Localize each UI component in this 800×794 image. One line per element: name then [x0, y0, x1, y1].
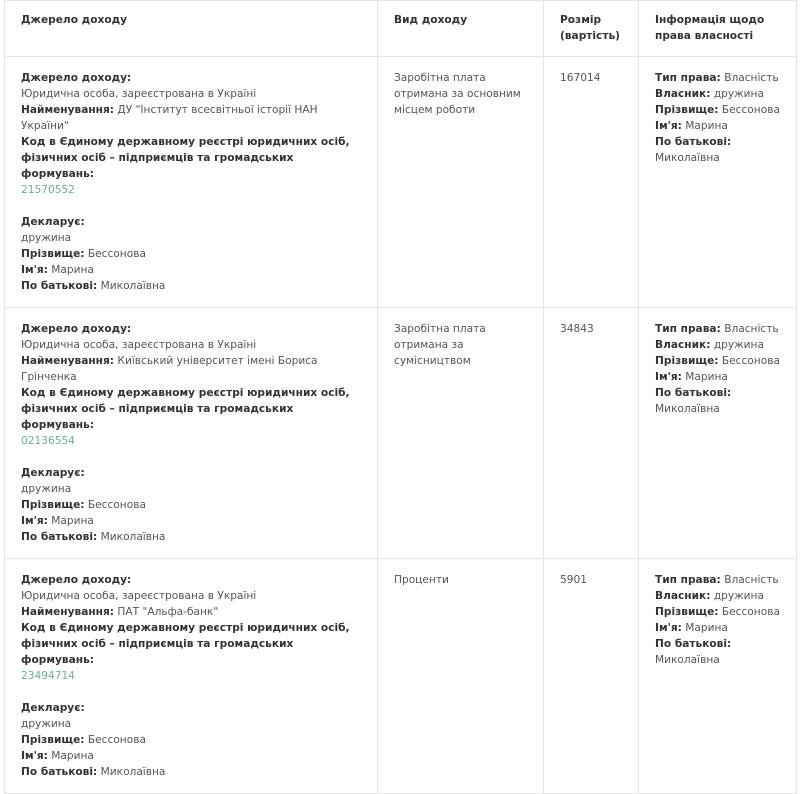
right-type-value: Власність: [724, 323, 779, 335]
source-type: Юридична особа, зареєстрована в Україні: [21, 339, 257, 351]
amount-cell: 5901: [544, 559, 639, 794]
income-table: [4, 0, 797, 794]
surname-value: Бессонова: [87, 499, 146, 511]
owner-first-name-value: Марина: [685, 120, 728, 132]
owner-patronymic-value: Миколаївна: [655, 403, 720, 415]
patronymic-value: Миколаївна: [100, 766, 166, 778]
patronymic-value: Миколаївна: [100, 531, 166, 543]
declarant-value: дружина: [21, 483, 72, 495]
owner-first-name-label: Ім'я:: [655, 120, 682, 132]
owner-first-name-label: Ім'я:: [655, 622, 682, 634]
table-row: [5, 308, 797, 559]
surname-value: Бессонова: [87, 248, 146, 260]
source-label: Джерело доходу:: [21, 72, 132, 84]
income-type-cell: Заробітна плата отримана за сумісництвом: [378, 308, 544, 559]
header-income-type: Вид доходу: [378, 1, 544, 57]
ownership-cell: [639, 57, 797, 308]
organization-name: ПАТ "Альфа-банк": [117, 606, 219, 618]
first-name-value: Марина: [51, 264, 94, 276]
income-type-cell: Проценти: [378, 559, 544, 794]
organization-name: Київський університет імені Бориса Грінченка: [21, 355, 318, 383]
first-name-label: Ім'я:: [21, 750, 48, 762]
header-ownership: Інформація щодо права власності: [639, 1, 797, 57]
owner-first-name-value: Марина: [685, 371, 728, 383]
owner-surname-label: Прізвище:: [655, 355, 719, 367]
owner-surname-value: Бессонова: [721, 355, 780, 367]
declarant-label: Декларує:: [21, 216, 85, 228]
header-amount: Розмір (вартість): [544, 1, 639, 57]
owner-surname-label: Прізвище:: [655, 104, 719, 116]
declarant-value: дружина: [21, 718, 72, 730]
table-header-row: [5, 1, 797, 57]
right-type-label: Тип права:: [655, 72, 721, 84]
code-label: Код в Єдиному державному реєстрі юридичних осіб, фізичних осіб – підприємців та громадських формувань:: [21, 622, 350, 666]
table-row: [5, 57, 797, 308]
owner-patronymic-label: По батькові:: [655, 136, 732, 148]
code-label: Код в Єдиному державному реєстрі юридичних осіб, фізичних осіб – підприємців та громадських формувань:: [21, 136, 350, 180]
owner-label: Власник:: [655, 339, 711, 351]
income-type-cell: Заробітна плата отримана за основним місцем роботи: [378, 57, 544, 308]
name-label: Найменування:: [21, 606, 115, 618]
patronymic-label: По батькові:: [21, 280, 98, 292]
owner-patronymic-label: По батькові:: [655, 387, 732, 399]
owner-patronymic-value: Миколаївна: [655, 152, 720, 164]
owner-value: дружина: [713, 590, 764, 602]
owner-label: Власник:: [655, 88, 711, 100]
source-cell: [5, 308, 378, 559]
amount-cell: 34843: [544, 308, 639, 559]
registry-code-link[interactable]: 02136554: [21, 435, 75, 447]
surname-label: Прізвище:: [21, 248, 85, 260]
patronymic-value: Миколаївна: [100, 280, 166, 292]
header-source: Джерело доходу: [5, 1, 378, 57]
right-type-value: Власність: [724, 72, 779, 84]
owner-surname-label: Прізвище:: [655, 606, 719, 618]
owner-patronymic-label: По батькові:: [655, 638, 732, 650]
owner-label: Власник:: [655, 590, 711, 602]
ownership-cell: [639, 559, 797, 794]
owner-value: дружина: [713, 88, 764, 100]
amount-cell: 167014: [544, 57, 639, 308]
owner-value: дружина: [713, 339, 764, 351]
registry-code-link[interactable]: 21570552: [21, 184, 75, 196]
first-name-value: Марина: [51, 515, 94, 527]
ownership-cell: [639, 308, 797, 559]
first-name-value: Марина: [51, 750, 94, 762]
source-label: Джерело доходу:: [21, 323, 132, 335]
owner-surname-value: Бессонова: [721, 606, 780, 618]
right-type-label: Тип права:: [655, 323, 721, 335]
organization-name: ДУ "Інститут всесвітньої історії НАН України": [21, 104, 318, 132]
patronymic-label: По батькові:: [21, 766, 98, 778]
declarant-label: Декларує:: [21, 467, 85, 479]
owner-patronymic-value: Миколаївна: [655, 654, 720, 666]
first-name-label: Ім'я:: [21, 515, 48, 527]
source-type: Юридична особа, зареєстрована в Україні: [21, 88, 257, 100]
right-type-value: Власність: [724, 574, 779, 586]
owner-first-name-label: Ім'я:: [655, 371, 682, 383]
surname-label: Прізвище:: [21, 499, 85, 511]
registry-code-link[interactable]: 23494714: [21, 670, 75, 682]
declarant-value: дружина: [21, 232, 72, 244]
table-row: [5, 559, 797, 794]
code-label: Код в Єдиному державному реєстрі юридичних осіб, фізичних осіб – підприємців та громадських формувань:: [21, 387, 350, 431]
name-label: Найменування:: [21, 355, 115, 367]
declarant-label: Декларує:: [21, 702, 85, 714]
patronymic-label: По батькові:: [21, 531, 98, 543]
source-label: Джерело доходу:: [21, 574, 132, 586]
name-label: Найменування:: [21, 104, 115, 116]
owner-surname-value: Бессонова: [721, 104, 780, 116]
first-name-label: Ім'я:: [21, 264, 48, 276]
right-type-label: Тип права:: [655, 574, 721, 586]
surname-label: Прізвище:: [21, 734, 85, 746]
source-type: Юридична особа, зареєстрована в Україні: [21, 590, 257, 602]
source-cell: [5, 559, 378, 794]
surname-value: Бессонова: [87, 734, 146, 746]
source-cell: [5, 57, 378, 308]
owner-first-name-value: Марина: [685, 622, 728, 634]
